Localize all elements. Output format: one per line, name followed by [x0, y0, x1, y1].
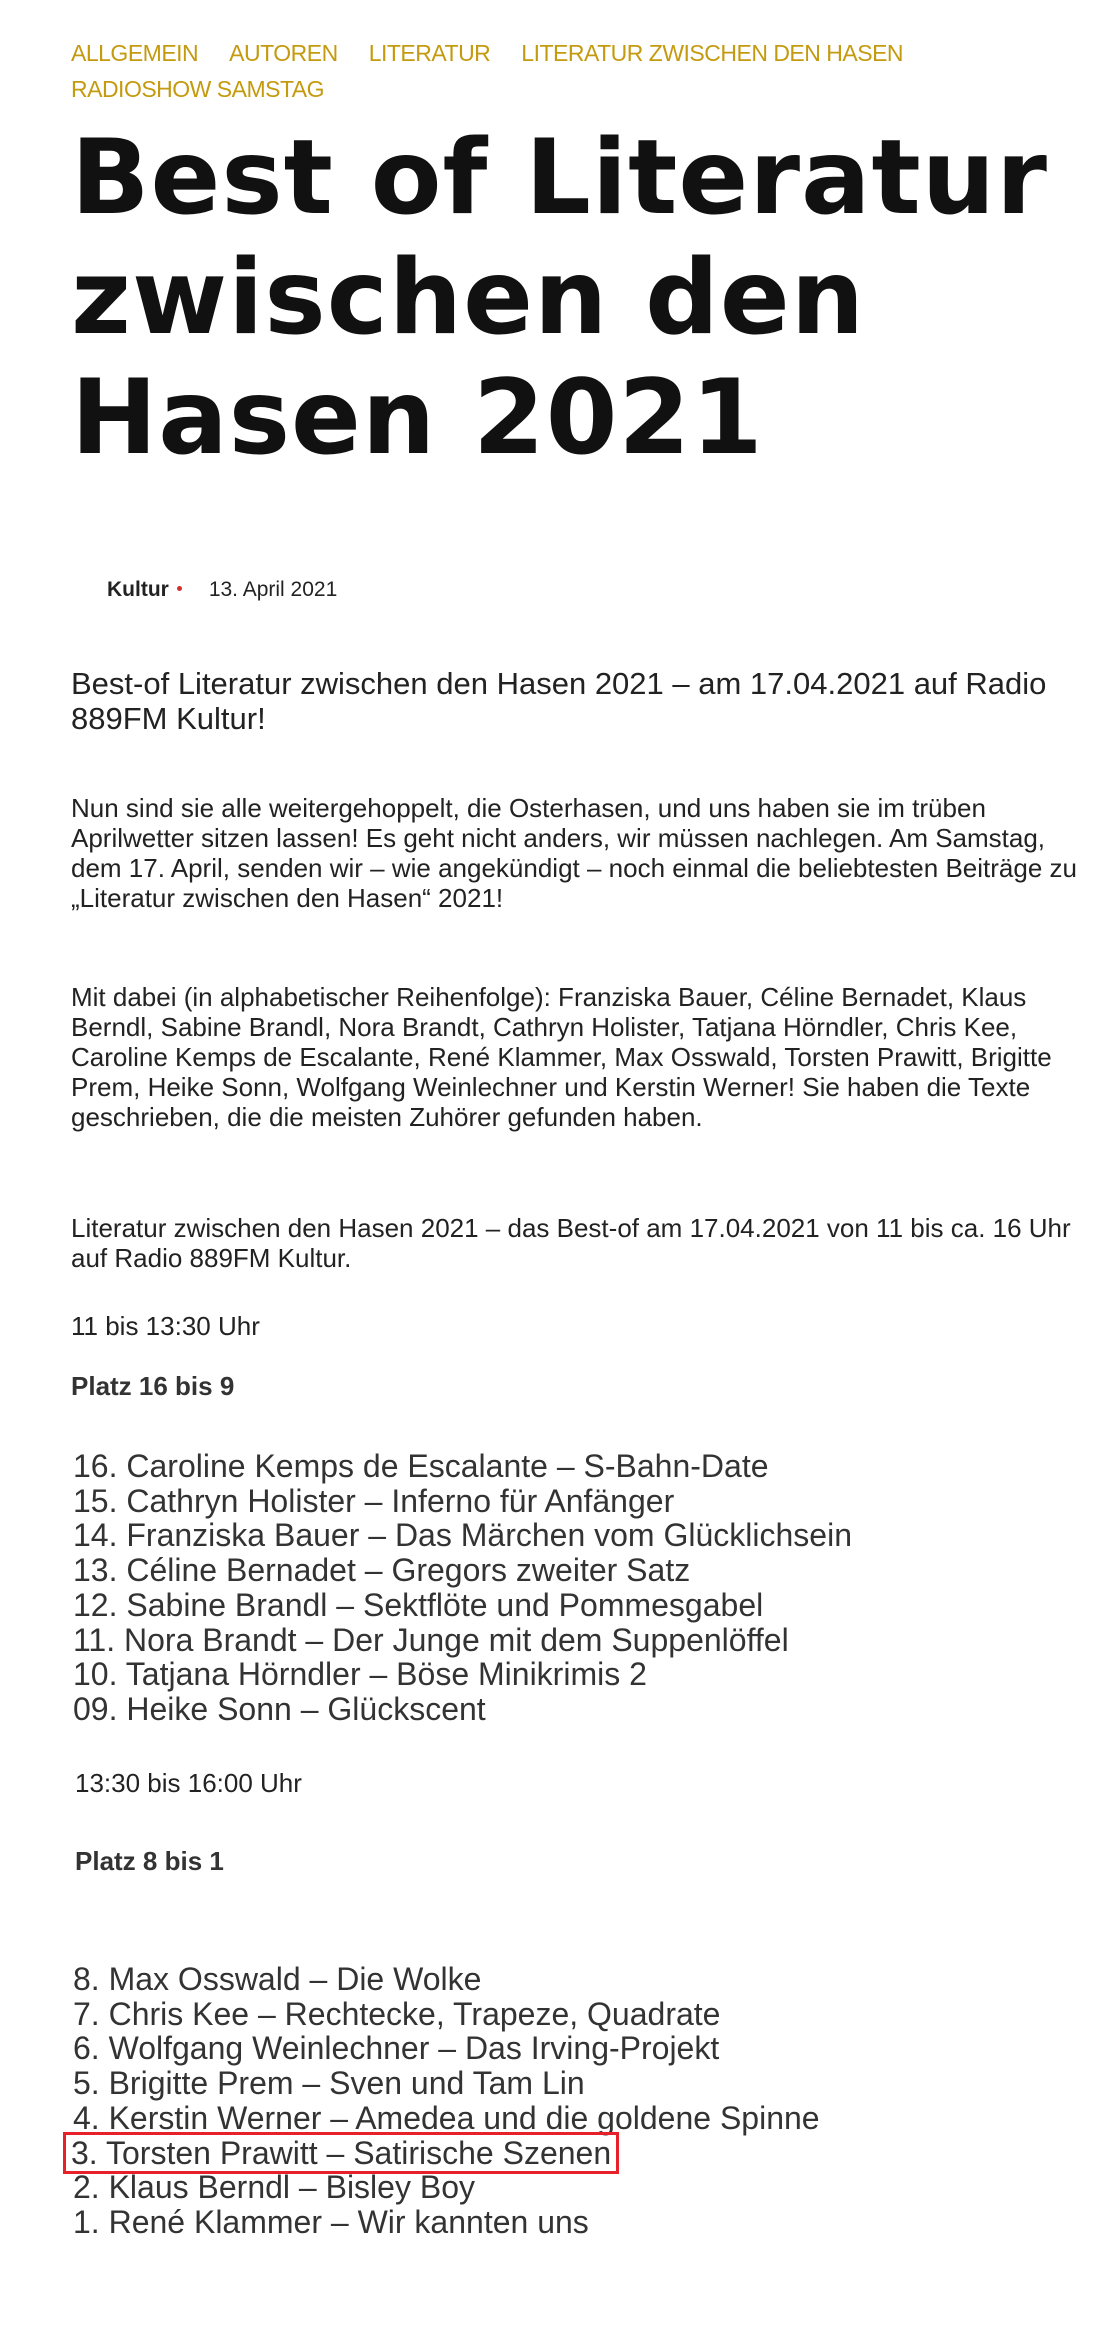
list-item: 09. Heike Sonn – Glückscent — [73, 1690, 486, 1727]
article-paragraph: Mit dabei (in alphabetischer Reihenfolge): Franziska Bauer, Céline Bernadet, Klaus Berndl, Sabine Brandl, Nora Brandt, Cathryn Holister, Tatjana Hörndler, Chris Kee, Caroline Kemps de Escalante, René Klammer, Max Osswald, Torsten Prawitt, Brigitte Prem, Heike Sonn, Wolfgang Weinlechner und Kerstin Werner! Sie haben die Texte geschrieben, die die meisten Zuhörer gefunden haben. — [71, 982, 1052, 1132]
list-item: 5. Brigitte Prem – Sven und Tam Lin — [73, 2065, 585, 2102]
list-item: 16. Caroline Kemps de Escalante – S-Bahn-Date — [73, 1448, 769, 1484]
category-link-autoren[interactable]: AUTOREN — [229, 40, 338, 66]
category-link-literatur-zwischen-den-hasen[interactable]: LITERATUR ZWISCHEN DEN HASEN — [521, 40, 904, 66]
article-paragraph: Nun sind sie alle weitergehoppelt, die Osterhasen, und uns haben sie im trüben Aprilwetter sitzen lassen! Es geht nicht anders, wir müssen nachlegen. Am Samstag, dem 17. April, senden wir – wie angekündigt – noch einmal die beliebtesten Beiträge zu „Literatur zwischen den Hasen“ 2021! — [71, 793, 1077, 913]
block2-time: 13:30 bis 16:00 Uhr — [75, 1768, 302, 1798]
meta-category-link[interactable]: Kultur — [107, 578, 169, 601]
block2-heading: Platz 8 bis 1 — [75, 1846, 224, 1876]
list-item-highlighted — [73, 2136, 820, 2171]
list-item: 6. Wolfgang Weinlechner – Das Irving-Projekt — [73, 2030, 720, 2067]
category-link-radioshow-samstag[interactable]: RADIOSHOW SAMSTAG — [71, 76, 325, 102]
article-paragraph: Literatur zwischen den Hasen 2021 – das Best-of am 17.04.2021 von 11 bis ca. 16 Uhr auf Radio 889FM Kultur. — [71, 1213, 1071, 1273]
meta-separator-dot — [177, 586, 182, 591]
list-item: 15. Cathryn Holister – Inferno für Anfänger — [73, 1482, 675, 1519]
article-meta — [107, 578, 337, 602]
list-item: 10. Tatjana Hörndler – Böse Minikrimis 2 — [73, 1656, 647, 1693]
list-item: 11. Nora Brandt – Der Junge mit dem Suppenlöffel — [73, 1621, 789, 1658]
block1-time: 11 bis 13:30 Uhr — [71, 1311, 260, 1341]
meta-date: 13. April 2021 — [208, 578, 338, 601]
ranking-list-16-to-9 — [73, 1449, 852, 1727]
list-item: 12. Sabine Brandl – Sektflöte und Pommesgabel — [73, 1586, 764, 1623]
highlighted-entry: 3. Torsten Prawitt – Satirische Szenen — [67, 2136, 615, 2171]
list-item: 8. Max Osswald – Die Wolke — [73, 1961, 482, 1997]
article-title: Best of Literatur zwischen den Hasen 2021 — [71, 118, 1048, 478]
list-item: 2. Klaus Berndl – Bisley Boy — [73, 2169, 475, 2206]
list-item: 14. Franziska Bauer – Das Märchen vom Glücklichsein — [73, 1517, 852, 1554]
category-link-literatur[interactable]: LITERATUR — [368, 40, 491, 66]
list-item: 13. Céline Bernadet – Gregors zweiter Satz — [73, 1552, 691, 1589]
list-item: 4. Kerstin Werner – Amedea und die goldene Spinne — [73, 2099, 820, 2136]
list-item: 7. Chris Kee – Rechtecke, Trapeze, Quadrate — [73, 1995, 721, 2032]
category-link-allgemein[interactable]: ALLGEMEIN — [71, 40, 199, 66]
block1-heading: Platz 16 bis 9 — [71, 1371, 235, 1401]
list-item: 1. René Klammer – Wir kannten uns — [73, 2203, 589, 2240]
article-lead: Best-of Literatur zwischen den Hasen 2021 – am 17.04.2021 auf Radio 889FM Kultur! — [71, 666, 1047, 736]
ranking-list-8-to-1 — [73, 1962, 820, 2240]
category-links — [71, 35, 1071, 107]
